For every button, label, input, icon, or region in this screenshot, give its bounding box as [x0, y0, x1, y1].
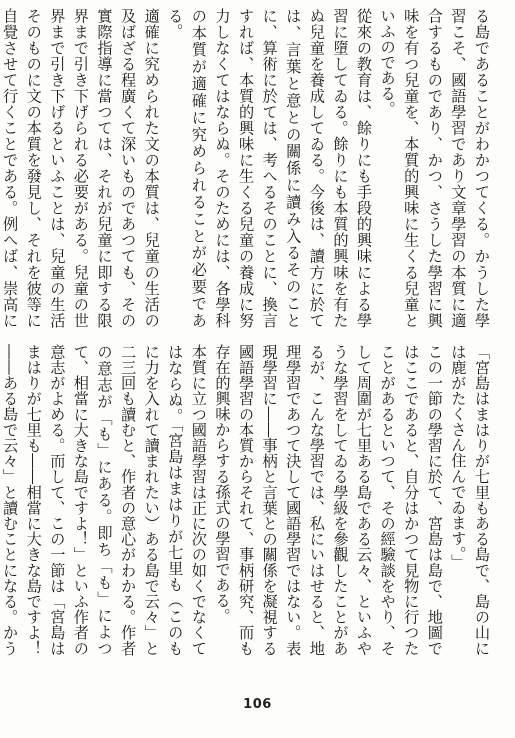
lower-text-block [1, 344, 493, 656]
paragraph: 適確に究められた文の本質は、兒童の生活の及ばざる程廣くて深いものであつても、その實際指導に當つては、それが兒童に即する限界まで引き下げられる必要がある。兒童の世界まで引き下げるといふことは、兒童の生活そのものに文の本質を發見し、それを彼等に自覺させて行くことである。例へば、崇高に [1, 8, 161, 328]
page-body [1, 8, 493, 660]
paragraph: 從來の教育は、餘りにも手段的興味による學習に墮してゐる。餘りにも本質的興味を有たぬ兒童を養成してゐる。今後は、讀方に於ては、言葉と意との關係に讀み入るそのことに、算術に於ては、考へるそのことに、換言すれば、本質的興味に生くる兒童の養成に努力しなくてはならぬ。そのためには、各學科の本質が適確に究められることが必要である。 [166, 8, 374, 328]
page-number: 106 [243, 697, 272, 712]
upper-text-block [1, 8, 493, 328]
paragraph: 本質に立つ國語學習は正に次の如くでなくてはならぬ。「宮島はまはりが七里も（このもに力を入れて讀まれたい）ある島で云々」と二三回も讀むと、作者の意心がわかる。作者の意志が「も」にある。即ち「も」によつて、相當に大きな島ですよ！」といふ作者の意志がよめる。而して、この一節は「宮島はまはりが七里も――相當に大きな島ですよ！――ある島で云々」と讀むことになる。かう [1, 344, 208, 656]
paragraph: この一節の學習に於て、宮島は島で、地圖ではここであると、自分はかつて見物に行つたことがあるといつて、その經驗談をやり、そして周圍が七里ある島である云々、といふやうな學習をしてゐる學級を參觀したことがあるが、こんな學習では、私にいはせると、地理學習であつて決して國語學習ではない。表現學習に――事柄と言葉との關係を凝視する國語學習の本質からそれて、事柄研究、而も存在的興味からする孫式の學習である。 [213, 344, 444, 656]
paragraph: 「宮島はまはりが七里もある島で、島の山には鹿がたくさん住んでゐます。」 [449, 344, 491, 656]
paragraph: る島であることがわかつてくる。かうした學習こそ、國語學習であり文章學習の本質に適合するものであり、かつ、さうした學習に興味を有つ兒童を、本質的興味に生くる兒童といふのである。 [378, 8, 491, 328]
